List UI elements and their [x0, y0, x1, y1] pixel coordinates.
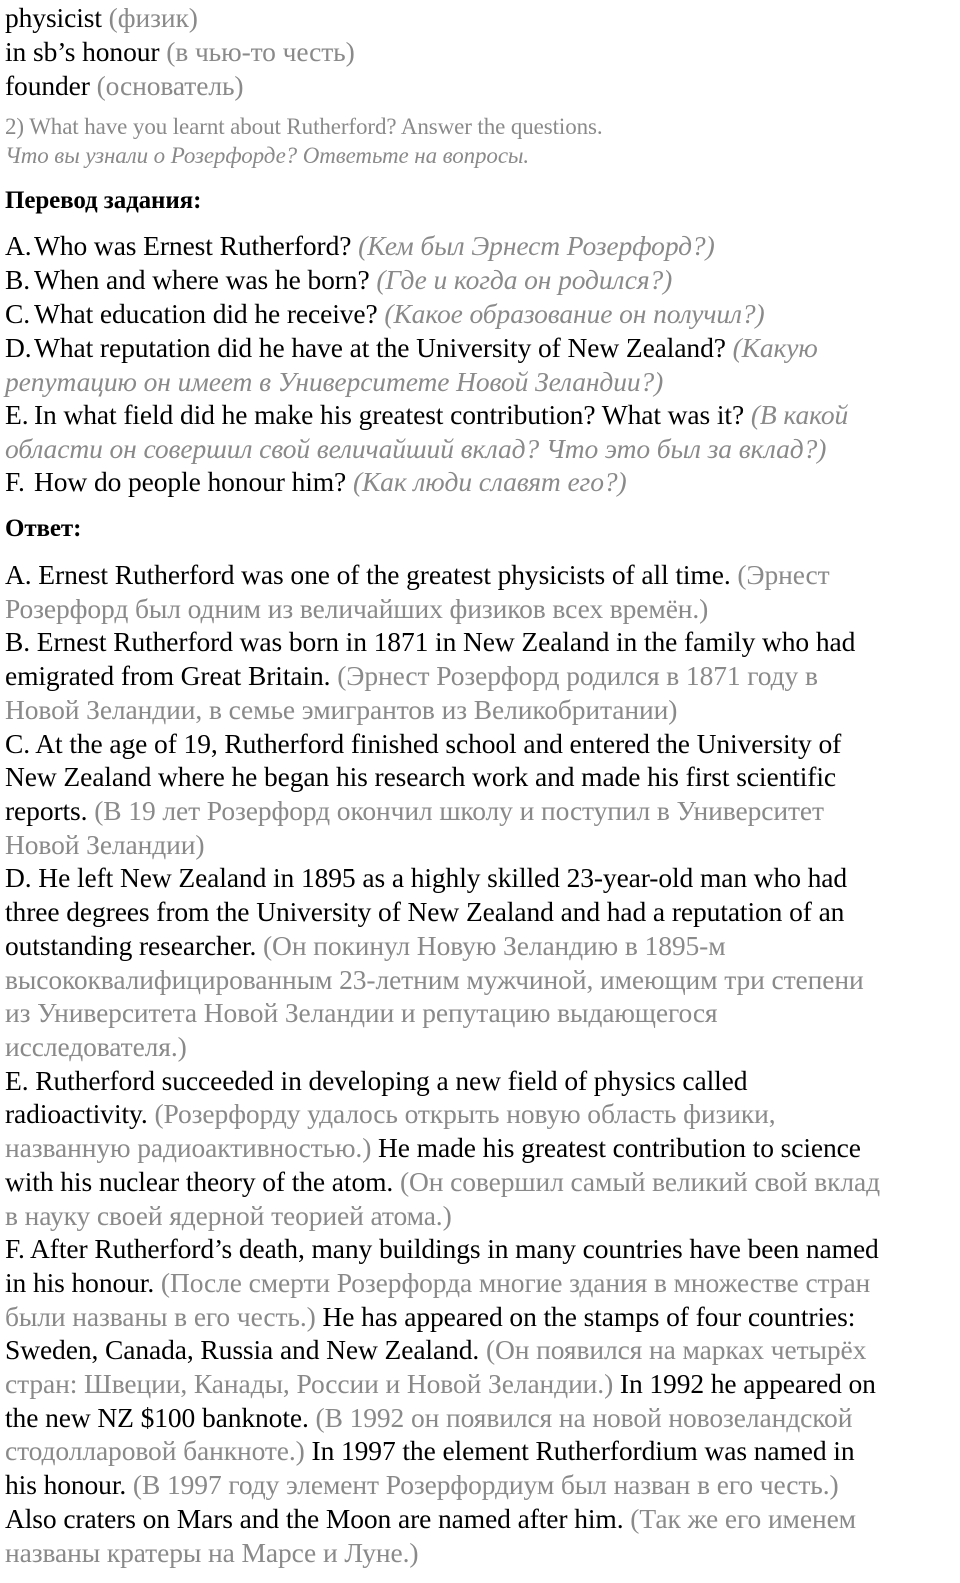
answer-a-line: Розерфорд был одним из величайших физиков всех времён.) — [5, 593, 709, 624]
answer-f-line — [5, 1333, 866, 1367]
question-e-translation-cont: области он совершил свой величайший вклад? Что это был за вклад?) — [5, 433, 827, 464]
answer-text: his honour. — [5, 1469, 127, 1500]
answer-d-line: three degrees from the University of New Zealand and had a reputation of an — [5, 896, 845, 927]
question-translation: (Какую — [732, 332, 818, 363]
answer-d-line: из Университета Новой Зеландии и репутацию выдающегося — [5, 997, 718, 1028]
vocab-item — [5, 1, 198, 35]
answer-f-line — [5, 1502, 856, 1536]
answer-text: A. Ernest Rutherford was one of the greatest physicists of all time. — [5, 559, 731, 590]
question-text: What reputation did he have at the University of New Zealand? — [34, 332, 726, 363]
question-d-translation-cont: репутацию он имеет в Университете Новой Зеландии?) — [5, 366, 664, 397]
answer-translation: (Так же его именем — [630, 1503, 856, 1534]
question-d — [5, 331, 818, 365]
answer-d-line: D. He left New Zealand in 1895 as a highly skilled 23-year-old man who had — [5, 862, 848, 893]
question-label: B. — [5, 264, 31, 295]
vocab-translation: (физик) — [108, 2, 198, 33]
answer-b-line — [5, 659, 818, 693]
question-translation: (Где и когда он родился?) — [376, 264, 673, 295]
answer-text: Also craters on Mars and the Moon are named after him. — [5, 1503, 624, 1534]
answer-f-line: названы кратеры на Марсе и Луне.) — [5, 1537, 419, 1568]
vocab-item — [5, 35, 355, 69]
answer-f-line — [5, 1266, 870, 1300]
answer-text: He made his greatest contribution to science — [378, 1132, 861, 1163]
answer-translation: (Эрнест Розерфорд родился в 1871 году в — [337, 660, 818, 691]
answer-c-line: New Zealand where he began his research work and made his first scientific — [5, 761, 837, 792]
answer-c-line — [5, 794, 824, 828]
answer-text: with his nuclear theory of the atom. — [5, 1166, 394, 1197]
answer-d-line: исследователя.) — [5, 1031, 187, 1062]
answer-c-line: Новой Зеландии) — [5, 829, 205, 860]
answer-f-line — [5, 1468, 839, 1502]
answer-text: In 1992 he appeared on — [619, 1368, 876, 1399]
answer-b-line: B. Ernest Rutherford was born in 1871 in New Zealand in the family who had — [5, 626, 856, 657]
answer-translation: (В 1997 году элемент Розерфордиум был назван в его честь.) — [132, 1469, 839, 1500]
question-a — [5, 229, 715, 263]
answer-e-line — [5, 1165, 880, 1199]
answer-translation: (В 19 лет Розерфорд окончил школу и поступил в Университет — [94, 795, 824, 826]
answer-translation: (Эрнест — [737, 559, 830, 590]
answer-translation: (Он покинул Новую Зеландию в 1895-м — [263, 930, 726, 961]
answer-translation: (В 1992 он появился на новой новозеландской — [315, 1402, 853, 1433]
answer-translation: (Он появился на марках четырёх — [485, 1334, 867, 1365]
answer-f-line — [5, 1300, 855, 1334]
answer-translation: были названы в его честь.) — [5, 1301, 316, 1332]
question-translation: (Какое образование он получил?) — [384, 298, 765, 329]
answer-translation: (Он совершил самый великий свой вклад — [399, 1166, 881, 1197]
answer-text: reports. — [5, 795, 88, 826]
answer-f-line — [5, 1434, 855, 1468]
question-e — [5, 398, 848, 432]
translation-heading: Перевод задания: — [5, 187, 202, 214]
vocab-translation: (в чью-то честь) — [166, 36, 355, 67]
answer-text: in his honour. — [5, 1267, 155, 1298]
question-label: A. — [5, 230, 32, 261]
vocab-item — [5, 69, 243, 103]
question-label: D. — [5, 332, 32, 363]
answer-text: the new NZ $100 banknote. — [5, 1402, 309, 1433]
question-label: C. — [5, 298, 31, 329]
vocab-translation: (основатель) — [96, 70, 244, 101]
question-c — [5, 297, 765, 331]
vocab-term: physicist — [5, 2, 102, 33]
question-label: F. — [5, 466, 25, 497]
answer-translation: стодолларовой банкноте.) — [5, 1435, 305, 1466]
task-text-en: 2) What have you learnt about Rutherford? Answer the questions. — [5, 114, 603, 139]
answer-text: In 1997 the element Rutherfordium was named in — [311, 1435, 855, 1466]
answer-text: Sweden, Canada, Russia and New Zealand. — [5, 1334, 480, 1365]
question-text: What education did he receive? — [34, 298, 378, 329]
question-text: How do people honour him? — [34, 466, 347, 497]
question-b — [5, 263, 672, 297]
answer-e-line: E. Rutherford succeeded in developing a new field of physics called — [5, 1065, 748, 1096]
answer-text: outstanding researcher. — [5, 930, 257, 961]
answer-translation: стран: Швеции, Канады, России и Новой Зеландии.) — [5, 1368, 614, 1399]
answer-f-line — [5, 1401, 852, 1435]
answer-d-line: высококвалифицированным 23-летним мужчиной, имеющим три степени — [5, 964, 864, 995]
question-text: In what field did he make his greatest contribution? What was it? — [34, 399, 745, 430]
answer-f-line: F. After Rutherford’s death, many buildings in many countries have been named — [5, 1233, 879, 1264]
question-f — [5, 465, 627, 499]
answer-f-line — [5, 1367, 876, 1401]
answer-text: emigrated from Great Britain. — [5, 660, 331, 691]
answer-text: He has appeared on the stamps of four countries: — [322, 1301, 856, 1332]
answer-c-line: C. At the age of 19, Rutherford finished school and entered the University of — [5, 728, 842, 759]
vocab-term: in sb’s honour — [5, 36, 160, 67]
question-translation: (В какой — [750, 399, 849, 430]
task-text-ru: Что вы узнали о Розерфорде? Ответьте на вопросы. — [5, 143, 530, 168]
answer-d-line — [5, 929, 726, 963]
answer-heading: Ответ: — [5, 515, 82, 542]
answer-e-line — [5, 1131, 861, 1165]
answer-translation: (После смерти Розерфорда многие здания в множестве стран — [160, 1267, 871, 1298]
question-text: Who was Ernest Rutherford? — [34, 230, 352, 261]
answer-text: radioactivity. — [5, 1098, 148, 1129]
question-translation: (Как люди славят его?) — [352, 466, 627, 497]
answer-translation: названную радиоактивностью.) — [5, 1132, 372, 1163]
answer-a-line — [5, 558, 830, 592]
answer-b-line: Новой Зеландии, в семье эмигрантов из Великобритании) — [5, 694, 678, 725]
vocab-term: founder — [5, 70, 90, 101]
answer-e-line: в науку своей ядерной теорией атома.) — [5, 1200, 452, 1231]
question-translation: (Кем был Эрнест Розерфорд?) — [358, 230, 715, 261]
answer-e-line — [5, 1097, 776, 1131]
question-text: When and where was he born? — [34, 264, 370, 295]
question-label: E. — [5, 399, 29, 430]
answer-translation: (Розерфорду удалось открыть новую область физики, — [154, 1098, 776, 1129]
